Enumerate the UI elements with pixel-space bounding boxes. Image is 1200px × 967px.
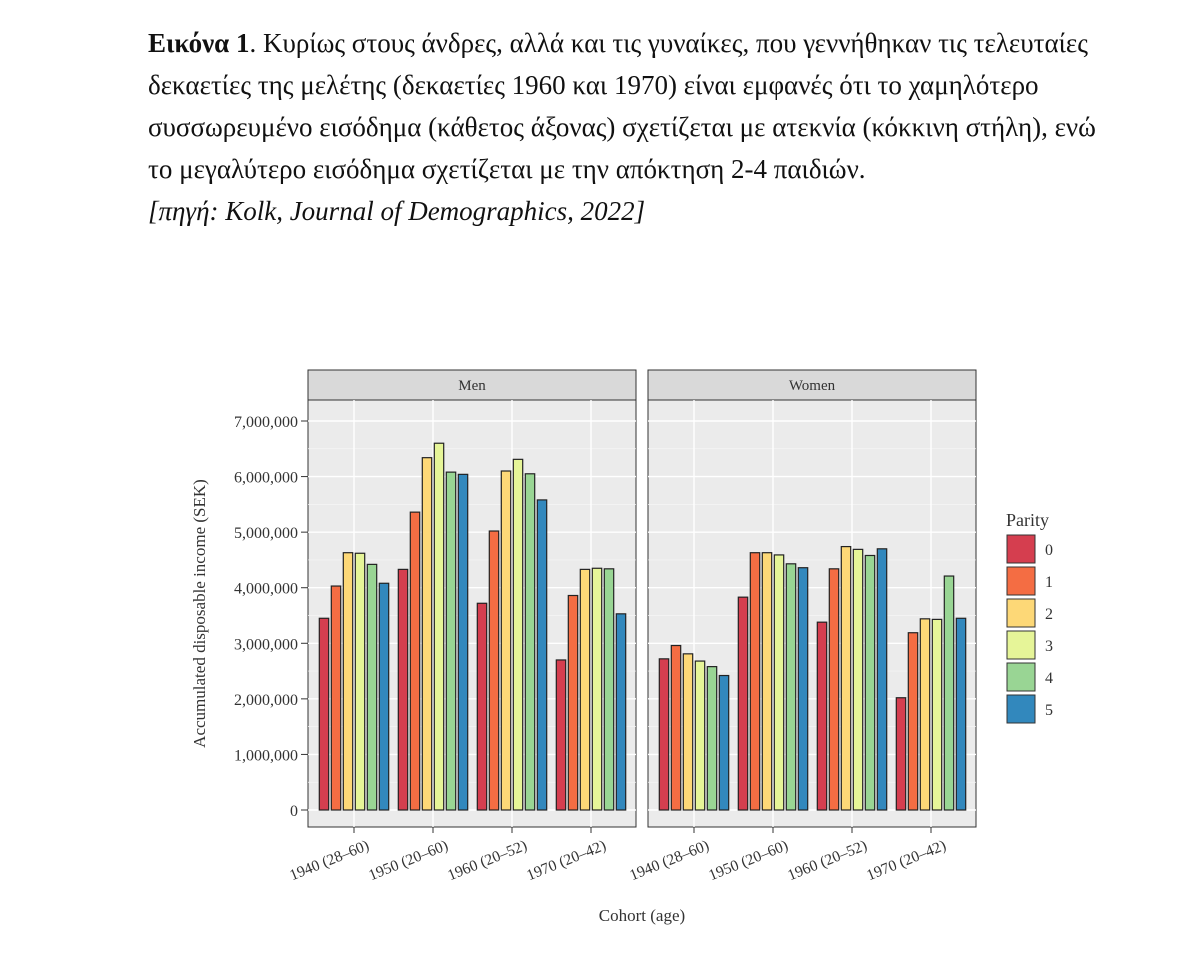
legend-swatch [1007, 695, 1035, 723]
bar-men-3-parity-0 [556, 660, 565, 810]
bar-women-0-parity-3 [695, 661, 704, 810]
bar-men-2-parity-1 [489, 531, 498, 810]
bar-men-3-parity-2 [580, 569, 589, 810]
bar-women-0-parity-1 [671, 646, 680, 810]
caption-label: Εικόνα 1 [148, 28, 250, 58]
x-tick-label: 1960 (20–52) [445, 836, 530, 885]
legend-title: Parity [1006, 510, 1049, 530]
bar-men-1-parity-4 [446, 472, 455, 810]
bar-men-2-parity-2 [501, 471, 510, 810]
bar-women-2-parity-0 [817, 622, 826, 810]
y-tick-label: 4,000,000 [234, 580, 298, 598]
y-tick-label: 2,000,000 [234, 691, 298, 709]
y-tick-label: 0 [290, 803, 298, 820]
legend-swatch [1007, 631, 1035, 659]
bar-men-0-parity-1 [331, 586, 340, 810]
bar-women-0-parity-5 [719, 676, 728, 810]
y-tick-label: 1,000,000 [234, 747, 298, 765]
y-tick-label: 5,000,000 [234, 525, 298, 543]
bar-women-1-parity-1 [750, 553, 759, 810]
bar-men-2-parity-0 [477, 603, 486, 810]
bar-women-2-parity-1 [829, 569, 838, 810]
x-tick-label: 1950 (20–60) [366, 836, 451, 885]
x-tick-label: 1950 (20–60) [706, 836, 791, 885]
x-tick-label: 1970 (20–42) [524, 836, 609, 885]
bar-men-0-parity-0 [319, 618, 328, 810]
legend-entry: 3 [1045, 638, 1053, 655]
caption-text: . Κυρίως στους άνδρες, αλλά και τις γυναίκες, που γεννήθηκαν τις τελευταίες δεκαετίες της μελέτης (δεκαετίες 1960 και 1970) είναι εμφανές ότι το χαμηλότερο συσσωρευμένο εισόδημα (κάθετος άξονας) σχετίζεται με ατεκνία (κόκκινη στήλη), ενώ το μεγαλύτερο εισόδημα σχετίζεται με την απόκτηση 2-4 παιδιών. [148, 28, 1096, 184]
bar-women-0-parity-4 [707, 667, 716, 810]
panel-title: Women [788, 378, 836, 394]
bar-men-3-parity-4 [604, 569, 613, 810]
bar-women-3-parity-3 [932, 619, 941, 810]
bar-women-3-parity-2 [920, 619, 929, 810]
bar-women-1-parity-5 [798, 568, 807, 810]
bar-men-1-parity-1 [410, 512, 419, 810]
bar-men-1-parity-5 [458, 474, 467, 810]
bar-women-2-parity-5 [877, 549, 886, 810]
legend-entry: 2 [1045, 606, 1053, 623]
bar-women-0-parity-0 [659, 659, 668, 810]
bar-men-0-parity-3 [355, 553, 364, 810]
bar-women-2-parity-2 [841, 547, 850, 810]
legend-entry: 1 [1045, 574, 1053, 591]
legend-swatch [1007, 663, 1035, 691]
legend-entry: 0 [1045, 542, 1053, 559]
bar-men-1-parity-0 [398, 569, 407, 810]
bar-men-1-parity-2 [422, 458, 431, 810]
bar-men-0-parity-4 [367, 564, 376, 810]
bar-men-3-parity-3 [592, 568, 601, 810]
legend-swatch [1007, 599, 1035, 627]
bar-men-2-parity-4 [525, 474, 534, 810]
x-tick-label: 1970 (20–42) [864, 836, 949, 885]
bar-women-3-parity-4 [944, 576, 953, 810]
bar-men-0-parity-5 [379, 583, 388, 810]
legend-entry: 5 [1045, 702, 1053, 719]
bar-women-2-parity-4 [865, 555, 874, 810]
bar-women-1-parity-4 [786, 564, 795, 810]
legend-swatch [1007, 567, 1035, 595]
caption-source: [πηγή: Kolk, Journal of Demographics, 2022] [148, 196, 646, 226]
bar-women-2-parity-3 [853, 549, 862, 810]
legend-swatch [1007, 535, 1035, 563]
panel-title: Men [458, 378, 486, 394]
bar-women-3-parity-0 [896, 698, 905, 810]
bar-women-1-parity-2 [762, 553, 771, 810]
y-tick-label: 3,000,000 [234, 636, 298, 654]
bar-men-3-parity-5 [616, 614, 625, 810]
x-axis-label: Cohort (age) [598, 906, 686, 925]
bar-men-0-parity-2 [343, 553, 352, 810]
bar-men-1-parity-3 [434, 443, 443, 810]
bar-men-3-parity-1 [568, 595, 577, 810]
x-tick-label: 1940 (28–60) [627, 836, 712, 885]
bar-men-2-parity-3 [513, 459, 522, 810]
x-tick-label: 1960 (20–52) [785, 836, 870, 885]
legend-entry: 4 [1045, 670, 1053, 687]
bar-women-1-parity-0 [738, 597, 747, 810]
y-tick-label: 7,000,000 [234, 414, 298, 431]
bar-women-3-parity-5 [956, 618, 965, 810]
bar-women-3-parity-1 [908, 633, 917, 810]
y-tick-label: 6,000,000 [234, 469, 298, 487]
bar-men-2-parity-5 [537, 500, 546, 810]
bar-women-1-parity-3 [774, 555, 783, 810]
y-axis-label: Accumulated disposable income (SEK) [190, 479, 209, 748]
x-tick-label: 1940 (28–60) [287, 836, 372, 885]
bar-women-0-parity-2 [683, 654, 692, 810]
